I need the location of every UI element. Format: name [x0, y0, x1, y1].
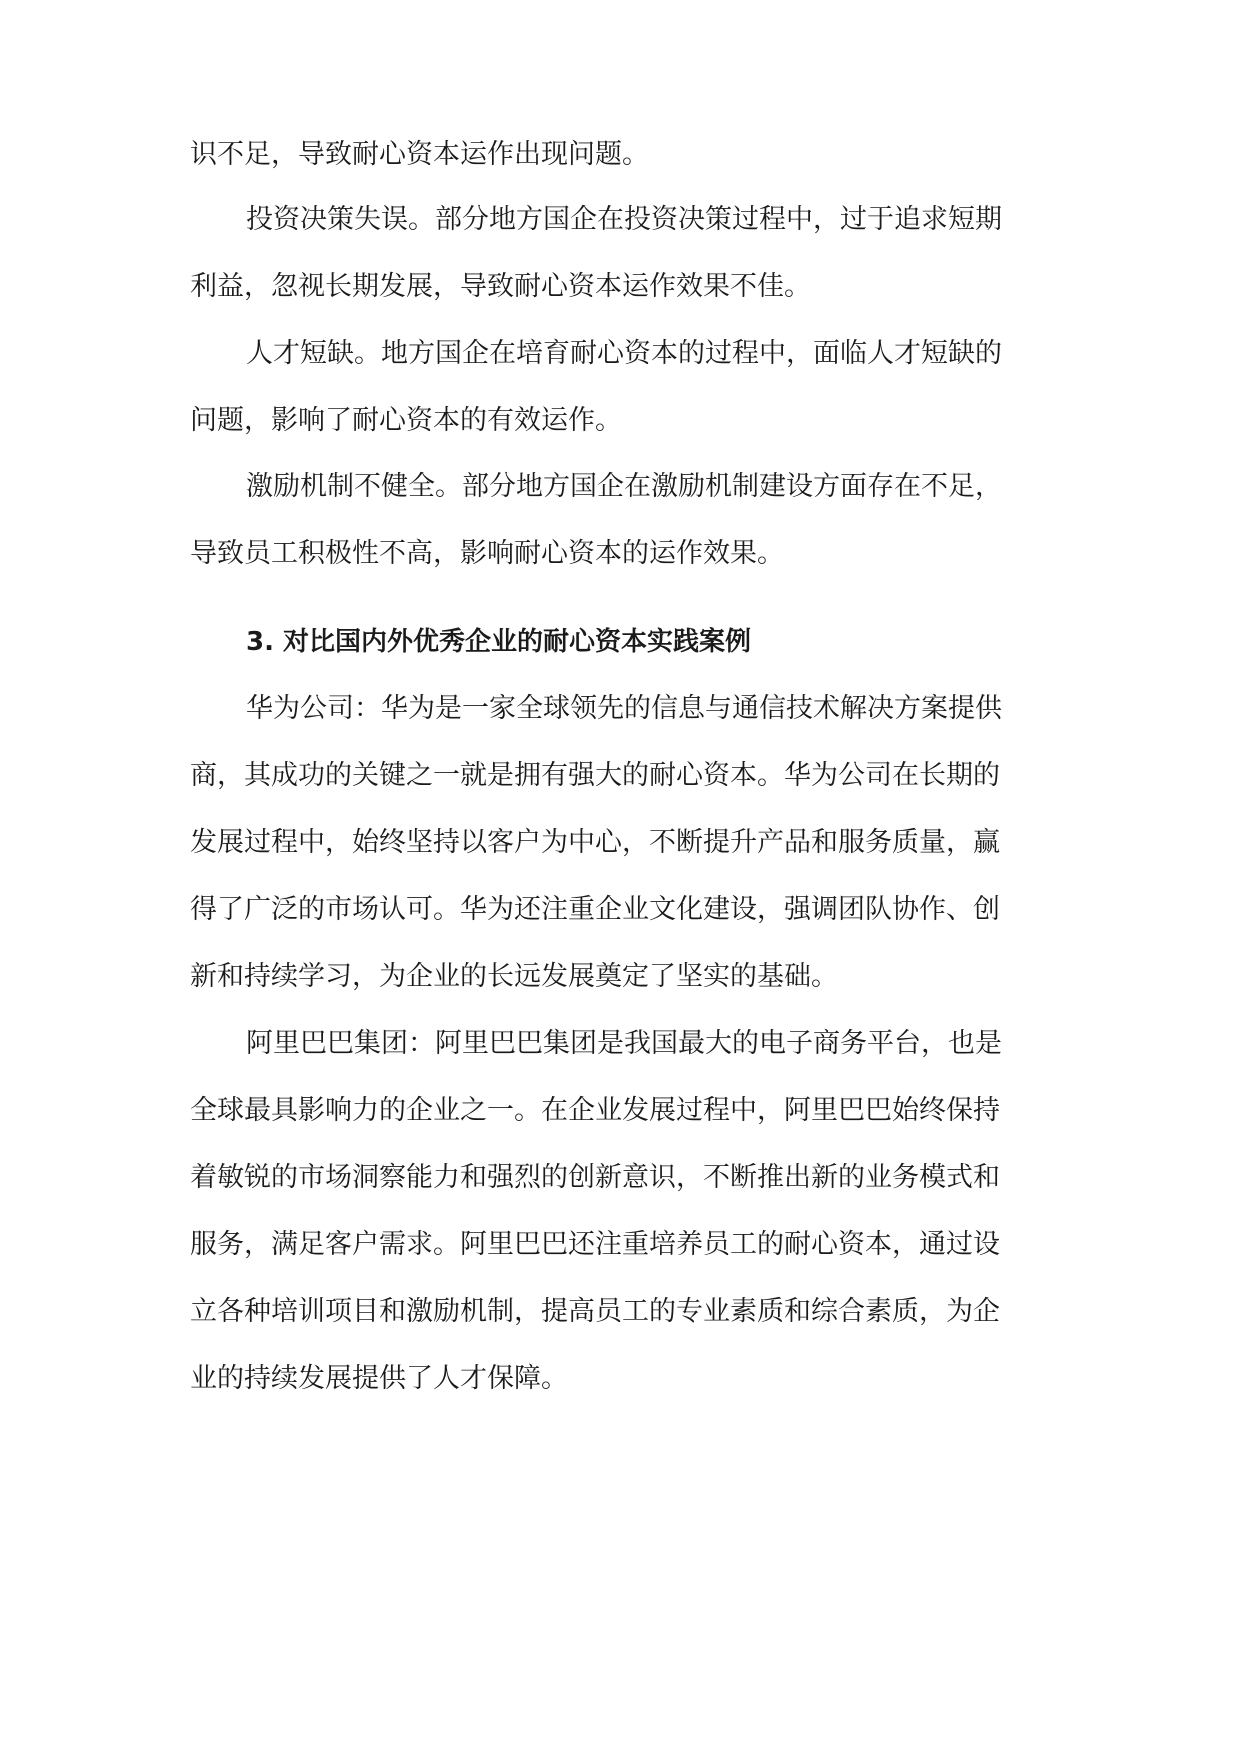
paragraph-line: 阿里巴巴集团：阿里巴巴集团是我国最大的电子商务平台，也是	[246, 1028, 1002, 1059]
paragraph-line: 得了广泛的市场认可。华为还注重企业文化建设，强调团队协作、创	[190, 894, 1000, 925]
paragraph-line: 发展过程中，始终坚持以客户为中心，不断提升产品和服务质量，赢	[190, 827, 1000, 858]
paragraph-line: 服务，满足客户需求。阿里巴巴还注重培养员工的耐心资本，通过设	[190, 1229, 1000, 1260]
paragraph-line: 投资决策失误。部分地方国企在投资决策过程中，过于追求短期	[246, 204, 1002, 235]
paragraph-line: 导致员工积极性不高，影响耐心资本的运作效果。	[190, 538, 784, 569]
paragraph-line: 识不足，导致耐心资本运作出现问题。	[190, 139, 649, 170]
paragraph-line: 问题，影响了耐心资本的有效运作。	[190, 405, 622, 436]
paragraph-line: 激励机制不健全。部分地方国企在激励机制建设方面存在不足，	[246, 471, 1002, 502]
paragraph-line: 业的持续发展提供了人才保障。	[190, 1363, 568, 1394]
paragraph-line: 华为公司：华为是一家全球领先的信息与通信技术解决方案提供	[246, 693, 1002, 724]
paragraph-line: 利益，忽视长期发展，导致耐心资本运作效果不佳。	[190, 271, 811, 302]
paragraph-line: 新和持续学习，为企业的长远发展奠定了坚实的基础。	[190, 961, 838, 992]
section-heading: 3. 对比国内外优秀企业的耐心资本实践案例	[246, 627, 752, 657]
paragraph-line: 着敏锐的市场洞察能力和强烈的创新意识，不断推出新的业务模式和	[190, 1162, 1000, 1193]
paragraph-line: 全球最具影响力的企业之一。在企业发展过程中，阿里巴巴始终保持	[190, 1095, 1000, 1126]
paragraph-line: 人才短缺。地方国企在培育耐心资本的过程中，面临人才短缺的	[246, 338, 1002, 369]
paragraph-line: 立各种培训项目和激励机制，提高员工的专业素质和综合素质，为企	[190, 1296, 1000, 1327]
paragraph-line: 商，其成功的关键之一就是拥有强大的耐心资本。华为公司在长期的	[190, 760, 1000, 791]
